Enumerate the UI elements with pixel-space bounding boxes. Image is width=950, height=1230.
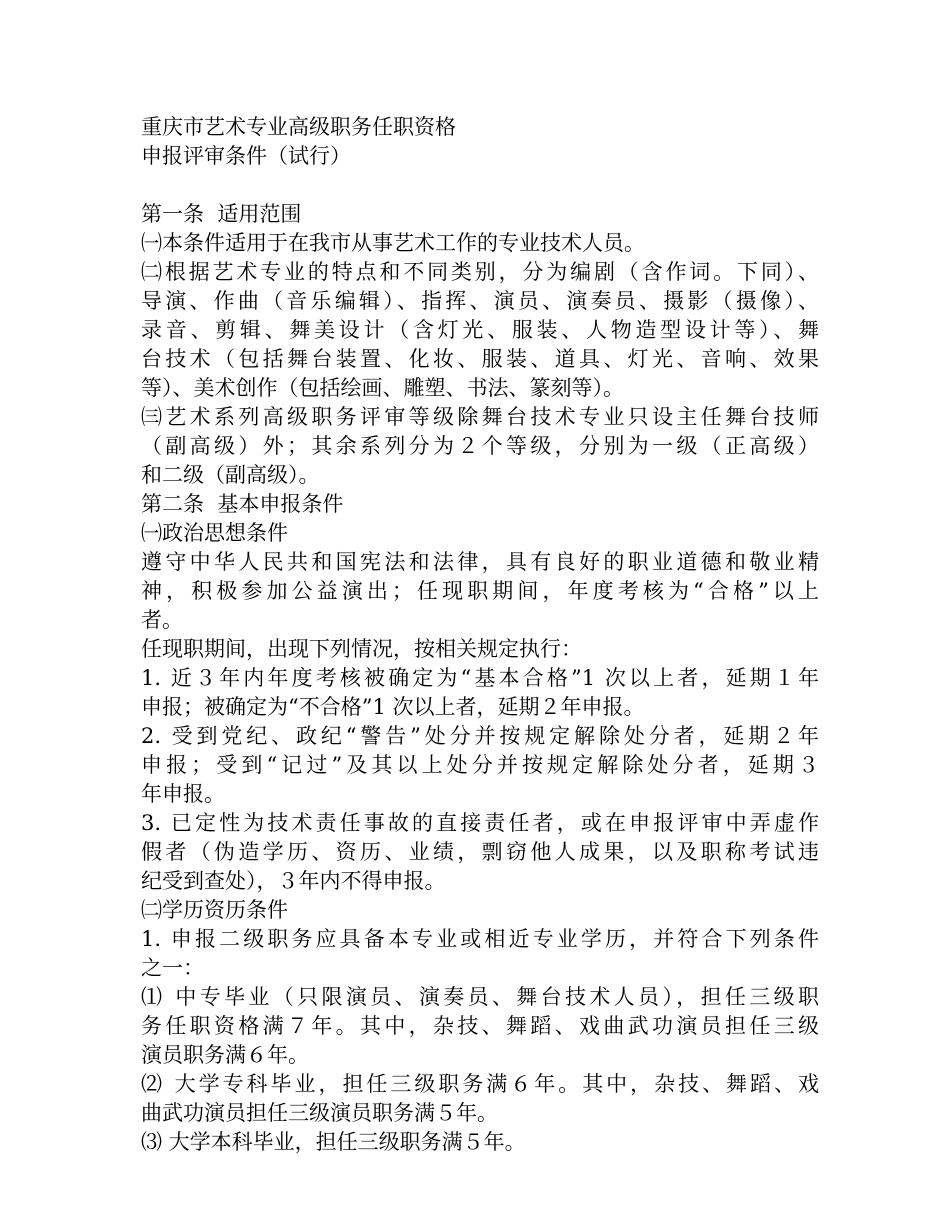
- text-line: ㈡学历资历条件: [141, 898, 288, 922]
- text-line: ⑶ 大学本科毕业，担任三级职务满５年。: [141, 1130, 526, 1154]
- text-line: ⑵ 大学专科毕业，担任三级职务满６年。其中，杂技、舞蹈、戏: [141, 1072, 819, 1096]
- text-line: 3. 已定性为技术责任事故的直接责任者，或在申报评审中弄虚作: [141, 811, 819, 835]
- text-line: 导演、作曲（音乐编辑）、指挥、演员、演奏员、摄影（摄像）、: [141, 289, 819, 313]
- text-line: 任现职期间，出现下列情况，按相关规定执行：: [141, 637, 582, 661]
- text-line: 1. 申报二级职务应具备本专业或相近专业学历，并符合下列条件: [141, 927, 819, 951]
- text-line: ㈡根据艺术专业的特点和不同类别，分为编剧（含作词。下同）、: [141, 260, 819, 284]
- text-line: 曲武功演员担任三级演员职务满５年。: [141, 1101, 498, 1125]
- text-line: 申报；被确定为“不合格”1 次以上者，延期２年申报。: [141, 695, 645, 719]
- text-line: 者。: [141, 608, 183, 632]
- text-line: 假者（伪造学历、资历、业绩，剽窃他人成果，以及职称考试违: [141, 840, 819, 864]
- document-title-line-1: 重庆市艺术专业高级职务任职资格: [141, 115, 456, 139]
- text-line: 2. 受到党纪、政纪“警告”处分并按规定解除处分者，延期２年: [141, 724, 819, 748]
- document-body: [141, 113, 819, 1157]
- text-line: 申报；受到“记过”及其以上处分并按规定解除处分者，延期３: [141, 753, 819, 777]
- text-line: 遵守中华人民共和国宪法和法律，具有良好的职业道德和敬业精: [141, 550, 819, 574]
- text-line: ⑴ 中专毕业（只限演员、演奏员、舞台技术人员），担任三级职: [141, 985, 819, 1009]
- text-line: （副高级）外；其余系列分为２个等级，分别为一级（正高级）: [141, 434, 819, 458]
- text-line: ㈠本条件适用于在我市从事艺术工作的专业技术人员。: [141, 231, 645, 255]
- text-line: 纪受到查处），３年内不得申报。: [141, 869, 446, 893]
- text-line: 之一：: [141, 956, 204, 980]
- text-line: 第二条 基本申报条件: [141, 492, 344, 516]
- text-line: 演员职务满６年。: [141, 1043, 309, 1067]
- text-line: 等）、美术创作（包括绘画、雕塑、书法、篆刻等）。: [141, 376, 624, 400]
- text-line: 第一条 适用范围: [141, 202, 302, 226]
- text-line: 1. 近３年内年度考核被确定为“基本合格”1 次以上者，延期１年: [141, 666, 819, 690]
- text-line: ㈢艺术系列高级职务评审等级除舞台技术专业只设主任舞台技师: [141, 405, 819, 429]
- text-line: ㈠政治思想条件: [141, 521, 288, 545]
- blank-line: [141, 171, 819, 200]
- document-text-lines: [141, 171, 819, 1157]
- text-line: 录音、剪辑、舞美设计（含灯光、服装、人物造型设计等）、舞: [141, 318, 819, 342]
- text-line: 台技术（包括舞台装置、化妆、服装、道具、灯光、音响、效果: [141, 347, 819, 371]
- text-line: 务任职资格满７年。其中，杂技、舞蹈、戏曲武功演员担任三级: [141, 1014, 819, 1038]
- text-line: 神，积极参加公益演出；任现职期间，年度考核为“合格”以上: [141, 579, 819, 603]
- text-line: 年申报。: [141, 782, 225, 806]
- text-line: 和二级（副高级）。: [141, 463, 320, 487]
- document-title-line-2: 申报评审条件（试行）: [141, 144, 351, 168]
